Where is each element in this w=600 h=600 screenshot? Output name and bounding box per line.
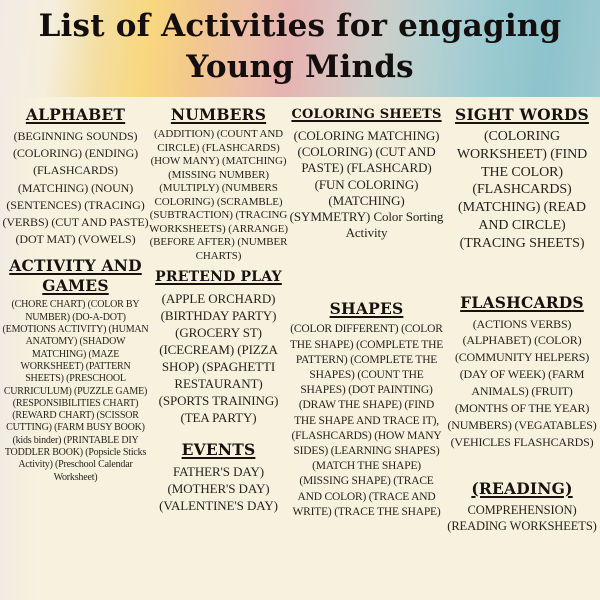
activity-item: (FARM ANIMALS) xyxy=(471,367,585,399)
activity-item: (DRAW THE SHAPE) xyxy=(298,399,402,412)
page-title xyxy=(0,0,600,88)
section-heading: COLORING SHEETS xyxy=(291,107,442,122)
section-items xyxy=(288,322,445,520)
activity-item: (FIND THE COLOR) xyxy=(481,146,588,180)
section-reading xyxy=(445,479,599,534)
section-items xyxy=(149,290,288,426)
activity-item: (kids binder) xyxy=(12,434,62,446)
activity-item: (COMPLETE THE SHAPES) xyxy=(309,353,438,382)
activity-item: (RESPONSIBILITIES CHART) xyxy=(12,397,139,409)
section-alphabet xyxy=(2,105,149,248)
column-2 xyxy=(149,105,288,514)
section-heading: FLASHCARDS xyxy=(460,292,584,312)
section-heading: NUMBERS xyxy=(170,105,267,124)
section-heading: SHAPES xyxy=(329,299,404,319)
activity-item: (MATCHING) xyxy=(328,192,405,208)
activity-item: (COLOR THE SHAPE) xyxy=(289,323,443,351)
activity-item: (DOT PAINTING) xyxy=(348,384,433,397)
activity-item: (COLORING MATCHING) xyxy=(293,128,440,143)
activity-item: (PRESCHOOL CURRICULUM) xyxy=(3,373,126,397)
activity-item: (TRACING SHEETS) xyxy=(459,235,585,251)
activity-item: (HOW MANY) xyxy=(150,155,220,167)
activity-item: (SENTENCES) xyxy=(6,197,82,212)
activity-item: (FLASHCARD) xyxy=(346,160,432,176)
activity-item: (ADDITION) xyxy=(153,128,215,140)
activity-item: (NUMBER CHARTS) xyxy=(195,236,288,262)
section-flashcards xyxy=(445,293,599,451)
section-items xyxy=(445,502,599,534)
section-heading: ALPHABET xyxy=(25,105,126,124)
activity-item: (DOT MAT) xyxy=(15,232,76,247)
activity-item: (NUMBERS) xyxy=(447,418,512,433)
activity-item: (BEGINNING SOUNDS) xyxy=(13,129,138,143)
section-heading: ACTIVITY AND GAMES xyxy=(9,256,142,296)
activity-item: (PATTERN SHEETS) xyxy=(25,360,131,385)
activity-item: (FLASHCARDS) xyxy=(472,182,572,198)
section-items xyxy=(149,463,288,514)
activity-item: (MAZE WORKSHEET) xyxy=(20,348,120,372)
activity-item: (LEARNING SHAPES) xyxy=(330,445,440,458)
activity-item: (CUT AND PASTE) xyxy=(301,144,436,176)
activity-item: (SHADOW MATCHING) xyxy=(31,336,126,360)
activity-item: (FUN COLORING) xyxy=(314,176,419,192)
activity-item: FATHER'S DAY) xyxy=(173,464,264,479)
activity-item: (FLASHCARDS) xyxy=(33,163,118,178)
activity-item: COMPREHENSION) xyxy=(467,502,577,517)
activity-item: (SYMMETRY) xyxy=(289,209,371,225)
column-3 xyxy=(288,105,445,520)
activity-item: (VERBS) xyxy=(2,215,49,230)
activity-columns xyxy=(0,97,600,534)
activity-item: (CUT AND PASTE) xyxy=(51,215,149,230)
activity-item: (ALPHABET) xyxy=(462,333,532,348)
activity-item: (COMMUNITY HELPERS) xyxy=(454,350,590,365)
activity-item: (COLOR BY NUMBER) xyxy=(25,299,140,323)
activity-item: (DAY OF WEEK) xyxy=(459,367,546,382)
title-line-2: Young Minds xyxy=(186,49,414,85)
activity-item: Color Sorting Activity xyxy=(345,209,444,241)
activity-item: (VALENTINE'S DAY) xyxy=(159,498,278,513)
section-sight-words xyxy=(445,105,599,253)
activity-item: (FARM BUSY BOOK) xyxy=(54,422,145,434)
activity-item: (ACTIONS VERBS) xyxy=(472,316,572,331)
activity-item: (COUNT THE SHAPES) xyxy=(300,369,424,397)
column-4 xyxy=(445,105,599,534)
activity-item: (COLORING) xyxy=(297,144,373,160)
section-numbers xyxy=(149,105,288,263)
section-items xyxy=(445,316,599,451)
activity-item: (COLORING WORKSHEET) xyxy=(456,129,561,162)
activity-item: (VEGATABLES) xyxy=(514,418,597,433)
activity-item: (TRACE AND WRITE) xyxy=(292,490,436,518)
activity-item: (COLORING) xyxy=(12,146,82,161)
section-items xyxy=(2,299,149,483)
activity-item: (MATCHING) xyxy=(222,155,287,167)
activity-item: (MATCH THE SHAPE) xyxy=(312,460,421,473)
activity-item: (TRACING WORKSHEETS) xyxy=(149,209,288,235)
activity-item: (APPLE ORCHARD) xyxy=(161,291,276,306)
activity-item: (TEA PARTY) xyxy=(180,410,257,425)
activity-item: (MONTHS OF THE YEAR) xyxy=(454,401,590,416)
section-items xyxy=(2,128,149,248)
activity-item: (ENDING) xyxy=(84,146,139,161)
section-pretend-play xyxy=(149,267,288,426)
section-items xyxy=(445,128,599,253)
activity-item: (FLASHCARDS) xyxy=(202,141,280,154)
activity-item: (COLOR) xyxy=(534,333,582,348)
activity-item: (FIND THE SHAPE AND TRACE IT), xyxy=(294,399,439,427)
activity-item: (TRACE THE SHAPE) xyxy=(334,505,441,518)
activity-item: (NOUN) xyxy=(91,180,134,195)
activity-item: (NUMBERS COLORING) xyxy=(154,182,278,208)
activity-item: (ARRANGE) xyxy=(228,222,288,235)
activity-item: (SCRAMBLE) xyxy=(216,195,283,208)
section-events xyxy=(149,440,288,514)
activity-item: (FRUIT) xyxy=(531,384,573,399)
activity-item: (MISSING SHAPE) xyxy=(299,475,391,488)
activity-item: (VOWELS) xyxy=(78,232,136,247)
activity-item: (DO-A-DOT) xyxy=(72,311,126,323)
activity-item: (EMOTIONS ACTIVITY) xyxy=(2,324,107,336)
activity-item: (PUZZLE GAME) xyxy=(73,385,148,397)
activity-item: (BIRTHDAY PARTY) xyxy=(160,308,277,323)
section-heading: PRETEND PLAY xyxy=(155,269,282,285)
activity-item: (HOW MANY SIDES) xyxy=(293,429,442,458)
activity-item: (PRINTABLE DIY TODDLER BOOK) xyxy=(4,434,139,458)
column-1 xyxy=(2,105,149,484)
activity-item: (HUMAN ANATOMY) xyxy=(25,324,149,348)
activity-item: (COUNT AND CIRCLE) xyxy=(157,128,284,154)
activity-item: (BEFORE AFTER) xyxy=(149,236,235,248)
activity-item: (SUBTRACTION) xyxy=(149,209,233,221)
activity-item: (READING WORKSHEETS) xyxy=(447,518,597,533)
activity-item: (MOTHER'S DAY) xyxy=(167,481,270,496)
section-heading: EVENTS xyxy=(181,440,256,459)
activity-item: (MATCHING) xyxy=(17,180,89,195)
activity-item: (SCISSOR CUTTING) xyxy=(6,410,139,434)
activity-item: (GROCERY ST) xyxy=(175,325,262,340)
section-items xyxy=(149,128,288,263)
section-heading: (READING) xyxy=(471,478,573,498)
activity-item: (COLOR DIFFERENT) xyxy=(290,323,399,336)
activity-item: (SPORTS TRAINING) xyxy=(158,393,279,408)
activity-item: (PIZZA SHOP) xyxy=(161,342,278,374)
activity-item: (FLASHCARDS) xyxy=(291,429,372,442)
title-line-1: List of Activities for engaging xyxy=(38,8,562,44)
activity-item: (TRACING) xyxy=(84,197,145,212)
activity-item: (MISSING NUMBER) xyxy=(168,168,269,181)
section-shapes xyxy=(288,299,445,520)
section-items xyxy=(288,128,445,241)
activity-item: (COMPLETE THE PATTERN) xyxy=(295,338,444,366)
activity-item: (SPAGHETTI RESTAURANT) xyxy=(174,359,276,391)
activity-item: (TRACE AND COLOR) xyxy=(297,475,434,503)
activity-item: (REWARD CHART) xyxy=(12,410,95,422)
activity-item: (MATCHING) xyxy=(458,200,541,216)
section-heading: SIGHT WORDS xyxy=(455,105,589,124)
activity-item: (Popsicle Sticks Activity) xyxy=(18,446,147,471)
activity-item: (READ AND CIRCLE) xyxy=(478,200,586,233)
activity-item: (CHORE CHART) xyxy=(11,299,86,311)
section-coloring-sheets xyxy=(288,105,445,241)
activity-item: (Preschool Calendar Worksheet) xyxy=(53,459,133,483)
activity-item: (ICECREAM) xyxy=(159,342,235,357)
activity-item: (VEHICLES FLASHCARDS) xyxy=(450,434,594,449)
section-activity-and-games xyxy=(2,256,149,483)
poster-header xyxy=(0,0,600,97)
activity-item: (MULTIPLY) xyxy=(159,182,220,194)
